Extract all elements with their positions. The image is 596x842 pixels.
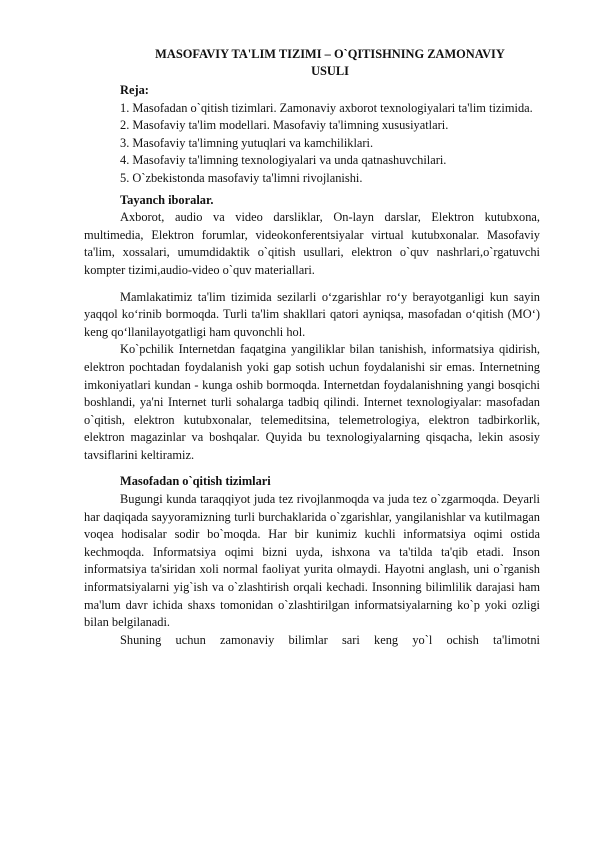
title-line-1: MASOFAVIY TA'LIM TIZIMI – O`QITISHNING ZAMONAVIY — [155, 47, 505, 61]
title-line-2: USULI — [311, 64, 349, 78]
keywords-text: Axborot, audio va video darsliklar, On-layn darslar, Elektron kutubxona, multimedia, Elektron forumlar, videokonferentsiyalar virtual kutubxonalar. Masofaviy ta'lim, xossalari, umumdidaktik o`qitish usullari, elektron o`quv nashrlari,o`rgatuvchi kompter tizimi,audio-video o`quv materiallari. — [84, 210, 540, 277]
document-body — [84, 46, 540, 649]
plan-item-4: 4. Masofaviy ta'limning texnologiyalari va unda qatnashuvchilari. — [120, 153, 447, 168]
paragraph-3: Bugungi kunda taraqqiyot juda tez rivojlanmoqda va juda tez o`zgarmoqda. Deyarli har daqiqada sayyoramizning turli burchaklarida o`zgarishlar, yangilanishlar va kutilmagan voqea hodisalar sodir bo`moqda. Har bir kunimiz kuchli informatsiya oqimi ostida kechmoqda. Informatsiya oqimi bizni uyda, ishxona va ta'tilda ta'qib etadi. Inson informatsiya ta'siridan xoli normal faoliyat yurita olmaydi. Hayotni anglash, uni o`rganish informatsiyalarni yig`ish va o`zlashtirish orqali kechadi. Insonning bilimlilik darajasi ham ma'lum davr ichida shaxs tomonidan o`zlashtirilgan informatsiyalarning ko`p yoki ozligi bilan belgilanadi. — [84, 492, 540, 630]
spacer — [84, 464, 540, 473]
keywords-heading: Tayanch iboralar. — [120, 192, 214, 207]
plan-item-5: 5. O`zbekistonda masofaviy ta'limni rivojlanishi. — [120, 170, 363, 185]
plan-heading: Reja: — [120, 83, 149, 97]
plan-item-1: 1. Masofadan o`qitish tizimlari. Zamonaviy axborot texnologiyalari ta'lim tizimida. — [120, 100, 533, 115]
paragraph-2: Ko`pchilik Internetdan faqatgina yangiliklar bilan tanishish, informatsiya qidirish, elektron pochtadan foydalanish yoki gap sotish uchun foydalanishi sir emas. Internetning imkoniyatlari kundan - kunga oshib bormoqda. Internetdan foydalanishning yangi bosqichi boshlandi, ya'ni Internet turli sohalarga tadbiq qilindi. Internet texnologiyalar: masofadan o`qitish, elektron kutubxonalar, telemeditsina, telemetrologiya, elektron tadbirkorlik, elektron magazinlar va boshqalar. Quyida bu texnologiyalarning qisqacha, lekin asosiy tavsiflarini keltiramiz. — [84, 342, 540, 462]
plan-item-2: 2. Masofaviy ta'lim modellari. Masofaviy ta'limning xususiyatlari. — [120, 118, 449, 133]
spacer — [84, 280, 540, 289]
plan-item-3: 3. Masofaviy ta'limning yutuqlari va kamchiliklari. — [120, 135, 374, 150]
paragraph-4: Shuning uchun zamonaviy bilimlar sari keng yo`l ochish ta'limotni — [120, 632, 540, 647]
paragraph-1: Mamlakatimiz ta'lim tizimida sezilarli o‘zgarishlar ro‘y berayotganligi kun sayin yaqqol ko‘rinib bormoqda. Turli ta'lim shakllari qatori ayniqsa, masofadan o‘qitish (MO‘) keng qo‘llanilayotgatligi ham quvonchli hol. — [84, 289, 540, 339]
section-heading: Masofadan o`qitish tizimlari — [120, 474, 271, 489]
document-title — [84, 46, 540, 80]
